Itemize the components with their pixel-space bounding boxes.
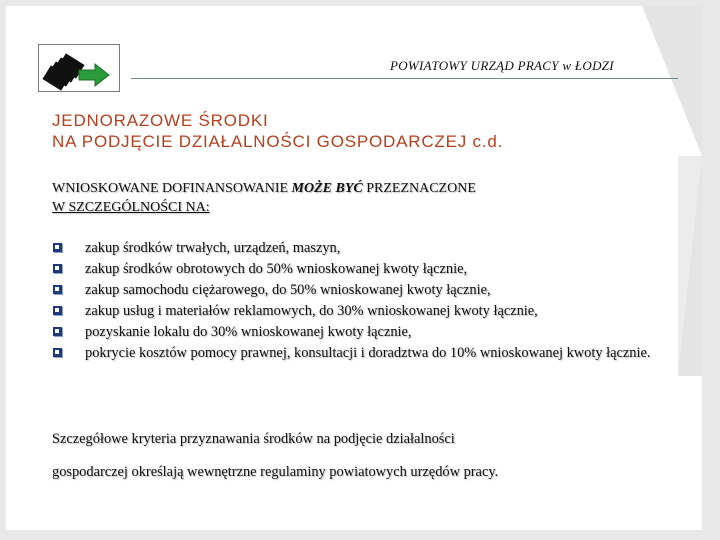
- slide: [6, 6, 702, 530]
- list-item-text: pokrycie kosztów pomocy prawnej, konsultacji i doradztwa do 10% wnioskowanej kwoty łącznie.: [85, 345, 651, 361]
- subtitle-text: WNIOSKOWANE DOFINANSOWANIE: [52, 181, 292, 196]
- subtitle-emphasis: MOŻE BYĆ: [291, 181, 363, 196]
- list-item-text: zakup środków trwałych, urządzeń, maszyn,: [85, 240, 341, 256]
- list-item-text: zakup środków obrotowych do 50% wnioskowanej kwoty łącznie,: [85, 261, 468, 277]
- list-item-text: zakup samochodu ciężarowego, do 50% wnioskowanej kwoty łącznie,: [85, 282, 491, 298]
- expense-list: [50, 238, 700, 364]
- subtitle-line-1: [52, 179, 476, 198]
- list-item-text: pozyskanie lokalu do 30% wnioskowanej kwoty łącznie,: [85, 324, 412, 340]
- list-item: [50, 343, 700, 364]
- bullet-icon: [53, 243, 62, 252]
- subtitle-line-2: W SZCZEGÓLNOŚCI NA:: [52, 200, 210, 215]
- list-item: [50, 238, 700, 259]
- list-item: [50, 280, 700, 301]
- subtitle-text-end: PRZEZNACZONE: [362, 181, 476, 196]
- institution-name: POWIATOWY URZĄD PRACY w ŁODZI: [390, 58, 614, 73]
- note-line-2: gospodarczej określają wewnętrzne regulaminy powiatowych urzędów pracy.: [52, 464, 499, 480]
- bullet-icon: [53, 306, 62, 315]
- list-item: [50, 301, 700, 322]
- bullet-icon: [53, 327, 62, 336]
- list-item: [50, 322, 700, 343]
- decorative-corner: [642, 6, 702, 156]
- cards-with-green-arrow-icon: [39, 45, 119, 91]
- list-item: [50, 259, 700, 280]
- bullet-icon: [53, 348, 62, 357]
- title-line-1: JEDNORAZOWE ŚRODKI: [52, 111, 269, 130]
- note-line-1: Szczegółowe kryteria przyznawania środków na podjęcie działalności: [52, 431, 455, 447]
- bullet-icon: [53, 285, 62, 294]
- logo: [38, 44, 120, 92]
- list-item-text: zakup usług i materiałów reklamowych, do 30% wnioskowanej kwoty łącznie,: [85, 303, 538, 319]
- header-rule: [131, 78, 678, 79]
- subtitle: [52, 179, 476, 217]
- title-line-2: NA PODJĘCIE DZIAŁALNOŚCI GOSPODARCZEJ c.d.: [52, 132, 504, 151]
- page-title: [52, 110, 503, 152]
- bullet-icon: [53, 264, 62, 273]
